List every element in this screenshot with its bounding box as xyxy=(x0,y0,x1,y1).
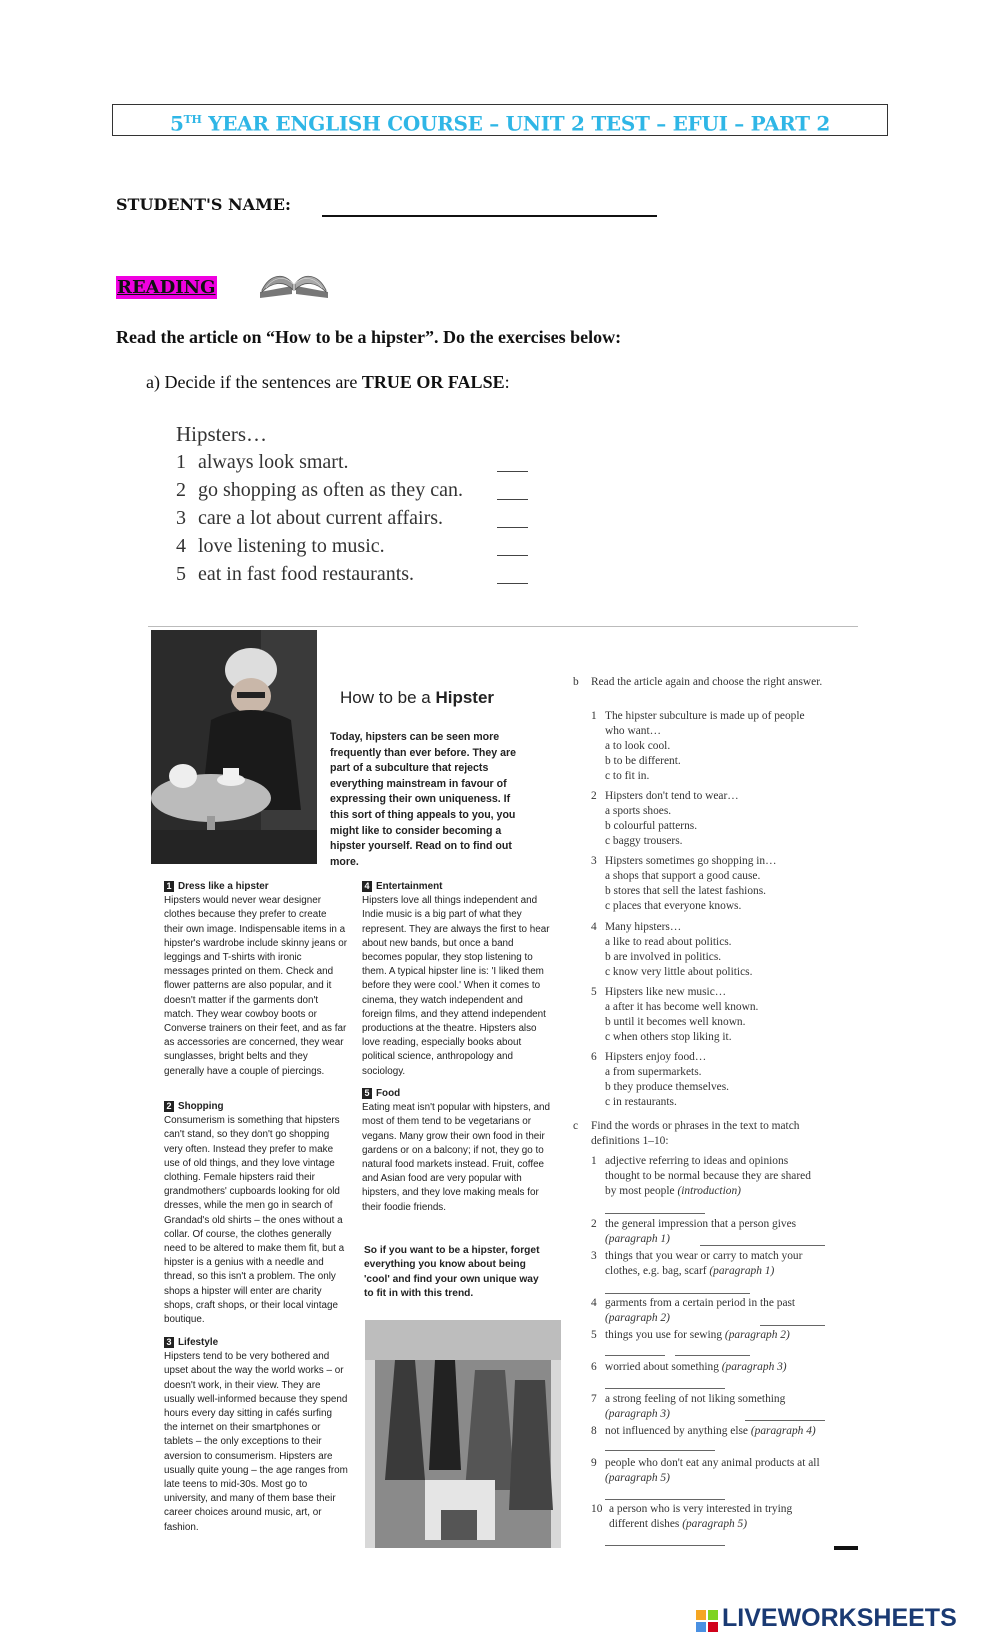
tf-number: 5 xyxy=(176,563,186,585)
definition-item xyxy=(591,1249,831,1279)
section-heading: Lifestyle xyxy=(178,1337,219,1348)
definition-text: things that you wear or carry to match your clothes, e.g. bag, scarf xyxy=(605,1250,803,1277)
part-a-prefix: a) Decide if the sentences are xyxy=(146,372,362,392)
definition-content xyxy=(605,1392,825,1422)
section-heading: Food xyxy=(376,1088,401,1099)
article-title-plain: How to be a xyxy=(340,688,436,707)
answer-blank[interactable] xyxy=(605,1293,750,1294)
definition-ref: (paragraph 3) xyxy=(605,1408,670,1420)
tf-item xyxy=(176,479,463,502)
mc-option[interactable]: c places that everyone knows. xyxy=(605,900,742,912)
definition-content xyxy=(605,1217,825,1247)
article-intro: Today, hipsters can be seen more frequently than ever before. They are part of a subculture that rejects everything mainstream in favour of expressing their own uniqueness. If this sort of thing appeals to you, you might like to consider becoming a hipster yourself. Read on to find out more. xyxy=(330,731,517,868)
definition-item xyxy=(591,1360,831,1375)
tf-text: always look smart. xyxy=(198,451,349,473)
mc-stem: Hipsters enjoy food… xyxy=(605,1051,707,1063)
article-section xyxy=(362,1087,552,1215)
answer-blank[interactable] xyxy=(605,1545,725,1546)
definition-ref: (paragraph 4) xyxy=(750,1425,816,1437)
definition-ref: (paragraph 1) xyxy=(605,1233,670,1245)
mc-option[interactable]: b stores that sell the latest fashions. xyxy=(605,885,767,897)
definition-number: 10 xyxy=(591,1503,603,1515)
section-number: 2 xyxy=(164,1101,174,1112)
mc-option[interactable]: a like to read about politics. xyxy=(605,936,732,948)
exercise-b-letter: b xyxy=(573,676,579,688)
tf-text: eat in fast food restaurants. xyxy=(198,563,415,585)
liveworksheets-logo[interactable]: LIVEWORKSHEETS xyxy=(722,1604,957,1632)
article-section xyxy=(164,1100,348,1327)
mc-option[interactable]: c baggy trousers. xyxy=(605,835,683,847)
definition-content xyxy=(605,1360,825,1375)
definition-item xyxy=(591,1456,831,1486)
definition-content xyxy=(605,1456,825,1486)
mc-option[interactable]: a sports shoes. xyxy=(605,805,672,817)
mc-option[interactable]: b until it becomes well known. xyxy=(605,1016,746,1028)
section-body: Eating meat isn't popular with hipsters, and most of them tend to be vegetarians or vegans. Many grow their own food in their gardens or on a balcony; if not, they go to natural food markets instead. Fruit, coffee and Asian food are very popular with hipsters, and they love making meals for their foodie friends. xyxy=(362,1102,550,1213)
mc-number: 5 xyxy=(591,986,597,998)
definition-number: 2 xyxy=(591,1218,597,1230)
mc-stem: Hipsters don't tend to wear… xyxy=(605,790,739,802)
mc-option[interactable]: b to be different. xyxy=(605,755,681,767)
part-a-bold: TRUE OR FALSE xyxy=(361,372,505,392)
section-body: Hipsters love all things independent and Indie music is a big part of what they represent. They are always the first to hear about new bands, but once a band becomes popular, they stop listening to them. A typical hipster line is: 'I liked them before they were cool.' When it comes to cinema, they watch independent and foreign films, and they attend independent productions at the theatre. Hipsters also love reading, especially books about political science, anthropology and sociology. xyxy=(362,895,550,1077)
section-heading: Entertainment xyxy=(376,881,443,892)
mc-option[interactable]: a after it has become well known. xyxy=(605,1001,759,1013)
tf-answer-blank[interactable] xyxy=(497,471,528,472)
answer-blank[interactable] xyxy=(605,1213,705,1214)
definition-number: 5 xyxy=(591,1329,597,1341)
tf-item xyxy=(176,535,385,558)
definition-item xyxy=(591,1296,831,1326)
tf-item xyxy=(176,507,443,530)
tf-answer-blank[interactable] xyxy=(497,583,528,584)
tf-answer-blank[interactable] xyxy=(497,555,528,556)
exercise-b-prompt: Read the article again and choose the right answer. xyxy=(591,676,823,688)
reading-heading: READING xyxy=(117,277,216,298)
page-title xyxy=(112,104,888,136)
section-body: Hipsters would never wear designer clothes because they prefer to create their own image. Indispensable items in a hipster's wardrobe include skinny jeans or leggings and T-shirts with ironic messages printed on them. Check and flower patterns are also popular, and it doesn't matter if the garments don't match. They wear cowboy boots or Converse trainers on their feet, and as far as accessories are concerned, they wear sunglasses, bright belts and they generally have a couple of piercings. xyxy=(164,895,348,1077)
definition-ref: (paragraph 5) xyxy=(605,1472,670,1484)
tf-number: 1 xyxy=(176,451,186,473)
mc-question xyxy=(591,789,841,849)
exercise-c-letter: c xyxy=(573,1120,579,1132)
tf-text: go shopping as often as they can. xyxy=(198,479,463,501)
tf-answer-blank[interactable] xyxy=(497,527,528,528)
definition-text: the general impression that a person gives xyxy=(605,1218,797,1230)
definition-number: 8 xyxy=(591,1425,597,1437)
page-divider xyxy=(148,626,858,627)
part-a-instruction xyxy=(146,372,510,393)
mc-stem: Many hipsters… xyxy=(605,921,682,933)
section-number: 4 xyxy=(362,881,372,892)
tf-item xyxy=(176,563,414,586)
answer-blank[interactable] xyxy=(700,1245,825,1246)
definition-number: 9 xyxy=(591,1457,597,1469)
mc-question xyxy=(591,709,841,784)
mc-option[interactable]: b are involved in politics. xyxy=(605,951,722,963)
section-body: Consumerism is something that hipsters can't stand, so they don't go shopping very often. Instead they prefer to make use of old things, and they love vintage clothing. Female hipsters raid their grandmothers' cupboards looking for old dresses, while the men go in search of Grandad's old shirts – the ones without a collar. Of course, the clothes generally need to be altered to make them fit, but a hipster is a genius with a needle and thread, so this isn't a problem. The only shops a hipster will enter are charity shops, craft shops, or their local vintage boutique. xyxy=(164,1115,345,1326)
section-number: 1 xyxy=(164,881,174,892)
open-book-icon xyxy=(256,264,332,300)
definition-number: 7 xyxy=(591,1393,597,1405)
section-heading: Shopping xyxy=(178,1101,224,1112)
tf-number: 2 xyxy=(176,479,186,501)
answer-blank[interactable] xyxy=(605,1499,725,1500)
mc-stem: The hipster subculture is made up of people who want… xyxy=(605,710,805,737)
cafe-hipster-photo xyxy=(151,630,317,864)
title-text: YEAR ENGLISH COURSE – UNIT 2 TEST – EFUI – PART 2 xyxy=(201,111,831,136)
mc-question xyxy=(591,920,841,980)
instructions: Read the article on “How to be a hipster”. Do the exercises below: xyxy=(116,327,622,347)
mc-stem: Hipsters like new music… xyxy=(605,986,727,998)
mc-option[interactable]: c when others stop liking it. xyxy=(605,1031,732,1043)
section-number: 5 xyxy=(362,1088,372,1099)
definition-ref: (paragraph 2) xyxy=(724,1329,790,1341)
mc-option[interactable]: b colourful patterns. xyxy=(605,820,698,832)
section-heading: Dress like a hipster xyxy=(178,881,269,892)
definition-text: a strong feeling of not liking something xyxy=(605,1393,786,1405)
student-name-field[interactable] xyxy=(322,215,657,217)
section-body: Hipsters tend to be very bothered and upset about the way the world works – or doesn't work, in their view. They are usually well-informed because they spend hours every day sitting in cafés surfing the internet on their smartphones or tablets – the only exceptions to their aversion to consumerism. Hipsters are usually quite young – the age ranges from late teens to mid-30s. Most go to university, and many of them base their career choices around music, art, or fashion. xyxy=(164,1351,348,1533)
mc-number: 6 xyxy=(591,1051,597,1063)
mc-question xyxy=(591,1050,841,1110)
tf-text: care a lot about current affairs. xyxy=(198,507,444,529)
definition-item xyxy=(591,1502,831,1532)
definition-text: worried about something xyxy=(605,1361,722,1373)
answer-blank[interactable] xyxy=(605,1450,715,1451)
title-number: 5 xyxy=(169,111,184,136)
definition-content xyxy=(605,1154,825,1199)
definition-content xyxy=(605,1249,825,1279)
definition-text: not influenced by anything else xyxy=(605,1425,751,1437)
vintage-shop-photo xyxy=(365,1320,561,1548)
mc-stem: Hipsters sometimes go shopping in… xyxy=(605,855,777,867)
definition-text: things you use for sewing xyxy=(605,1329,725,1341)
article-title-bold: Hipster xyxy=(435,688,495,707)
part-a-suffix: : xyxy=(504,372,510,392)
definition-item xyxy=(591,1217,831,1247)
tf-number: 3 xyxy=(176,507,186,529)
definition-item xyxy=(591,1424,831,1439)
tf-number: 4 xyxy=(176,535,186,557)
definition-ref: (paragraph 1) xyxy=(709,1265,775,1277)
mc-number: 2 xyxy=(591,790,597,802)
tf-answer-blank[interactable] xyxy=(497,499,528,500)
mc-question xyxy=(591,854,841,914)
definition-ref: (paragraph 5) xyxy=(682,1518,748,1530)
definition-content xyxy=(605,1296,825,1326)
section-number: 3 xyxy=(164,1337,174,1348)
article-section xyxy=(362,880,552,1079)
tf-item xyxy=(176,451,349,474)
mc-option[interactable]: b they produce themselves. xyxy=(605,1081,729,1093)
answer-blank[interactable] xyxy=(675,1355,750,1356)
page-corner-mark xyxy=(834,1546,858,1550)
answer-blank[interactable] xyxy=(605,1355,665,1356)
definition-text: people who don't eat any animal products at all xyxy=(605,1457,820,1469)
definition-item xyxy=(591,1392,831,1422)
exercise-c-prompt: Find the words or phrases in the text to match definitions 1–10: xyxy=(591,1120,800,1147)
definition-number: 3 xyxy=(591,1250,597,1262)
mc-option[interactable]: c in restaurants. xyxy=(605,1096,677,1108)
article-closing: So if you want to be a hipster, forget everything you know about being 'cool' and find your own unique way to fit in with this trend. xyxy=(364,1245,540,1300)
mc-question xyxy=(591,985,841,1045)
mc-option[interactable]: a to look cool. xyxy=(605,740,671,752)
definition-text: a person who is very interested in trying different dishes xyxy=(609,1503,793,1530)
mc-number: 3 xyxy=(591,855,597,867)
title-suffix: TH xyxy=(183,113,202,126)
student-name-label: STUDENT'S NAME: xyxy=(116,195,291,214)
article-title xyxy=(340,688,494,708)
definition-number: 4 xyxy=(591,1297,597,1309)
answer-blank[interactable] xyxy=(745,1420,825,1421)
mc-number: 1 xyxy=(591,710,597,722)
liveworksheets-logo-icon xyxy=(696,1610,718,1632)
article-section xyxy=(164,880,348,1079)
mc-option[interactable]: c to fit in. xyxy=(605,770,650,782)
definition-item xyxy=(591,1328,831,1343)
article-section xyxy=(164,1336,348,1535)
definition-content xyxy=(605,1424,825,1439)
definition-ref: (paragraph 3) xyxy=(721,1361,787,1373)
definition-item xyxy=(591,1154,831,1199)
mc-option[interactable]: a shops that support a good cause. xyxy=(605,870,761,882)
definition-number: 1 xyxy=(591,1155,597,1167)
answer-blank[interactable] xyxy=(760,1325,825,1326)
definition-ref: (paragraph 2) xyxy=(605,1312,670,1324)
definition-content xyxy=(605,1328,825,1343)
definition-content xyxy=(609,1502,825,1532)
answer-blank[interactable] xyxy=(605,1388,725,1389)
mc-option[interactable]: c know very little about politics. xyxy=(605,966,753,978)
definition-number: 6 xyxy=(591,1361,597,1373)
tf-title: Hipsters… xyxy=(176,422,267,446)
mc-option[interactable]: a from supermarkets. xyxy=(605,1066,702,1078)
definition-text: garments from a certain period in the past xyxy=(605,1297,796,1309)
definition-ref: (introduction) xyxy=(677,1185,741,1197)
definition-text: adjective referring to ideas and opinions thought to be normal because they are shared by most people xyxy=(605,1155,811,1197)
tf-text: love listening to music. xyxy=(198,535,385,557)
mc-number: 4 xyxy=(591,921,597,933)
